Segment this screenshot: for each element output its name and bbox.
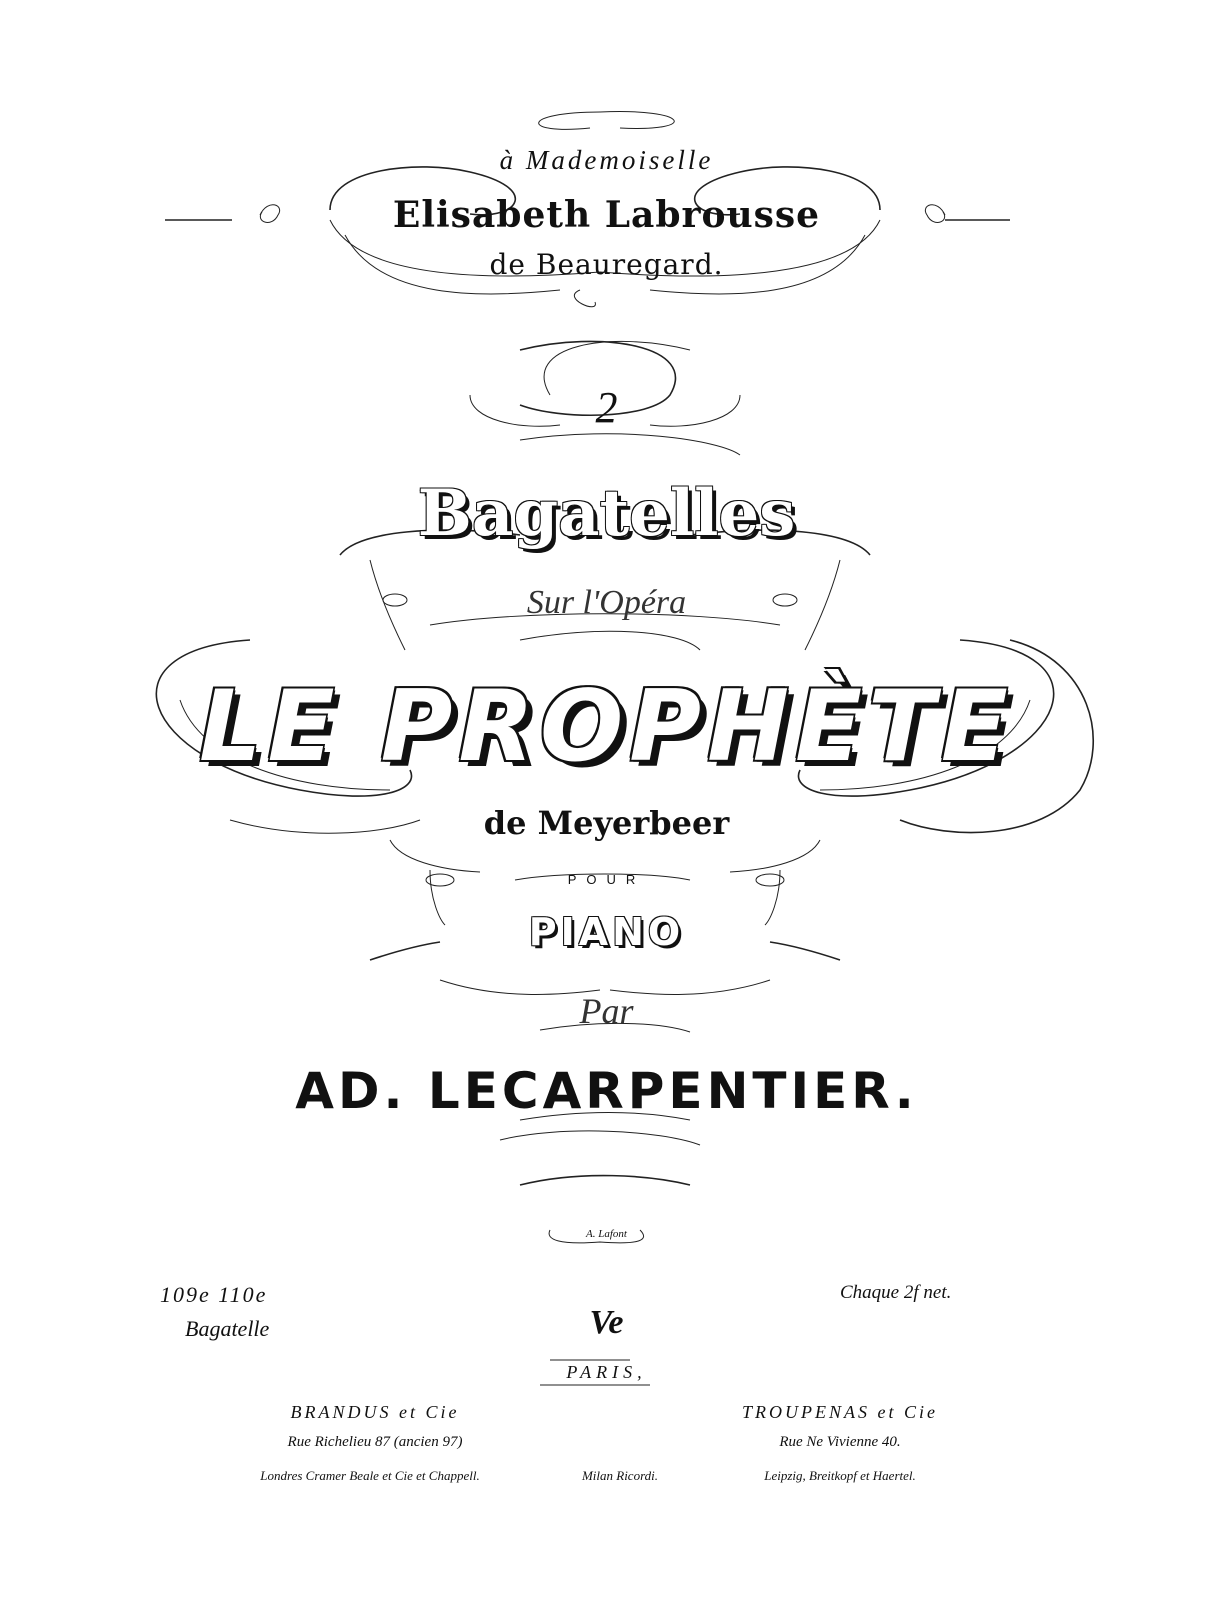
london-agents: Londres Cramer Beale et Cie et Chappell. xyxy=(260,1468,480,1483)
opus-label: Bagatelle xyxy=(185,1316,270,1341)
milan-agent: Milan Ricordi. xyxy=(581,1468,659,1483)
publisher-troupenas-address: Rue Ne Vivienne 40. xyxy=(779,1434,901,1450)
arranger-name: AD. LECARPENTIER. xyxy=(295,1062,918,1120)
instrument-label: PIANO xyxy=(528,910,685,954)
publisher-brandus-name: BRANDUS et Cie xyxy=(290,1402,460,1422)
pour-label: POUR xyxy=(567,872,646,887)
opera-title: LE PROPHÈTE xyxy=(199,670,1014,784)
bagatelle-count: 2 xyxy=(595,383,618,432)
dedication-name: Elisabeth Labrousse xyxy=(392,194,821,236)
leipzig-agent: Leipzig, Breitkopf et Haertel. xyxy=(764,1468,916,1483)
publisher-brandus-address: Rue Richelieu 87 (ancien 97) xyxy=(287,1434,463,1450)
publisher-troupenas-name: TROUPENAS et Cie xyxy=(742,1402,938,1422)
dedication-prefix: à Mademoiselle xyxy=(499,145,714,175)
subtitle: Sur l'Opéra xyxy=(526,584,687,621)
dedication-suffix: de Beauregard. xyxy=(489,248,724,281)
plate-number: Ve xyxy=(589,1304,624,1341)
publication-city: PARIS, xyxy=(566,1362,647,1382)
par-label: Par xyxy=(579,991,634,1031)
main-title: Bagatelles xyxy=(417,476,796,551)
price: Chaque 2f net. xyxy=(840,1282,952,1303)
opus-numbers: 109e 110e xyxy=(160,1282,268,1307)
engraver-credit: A. Lafont xyxy=(586,1228,627,1240)
composer-credit: de Meyerbeer xyxy=(483,804,730,842)
